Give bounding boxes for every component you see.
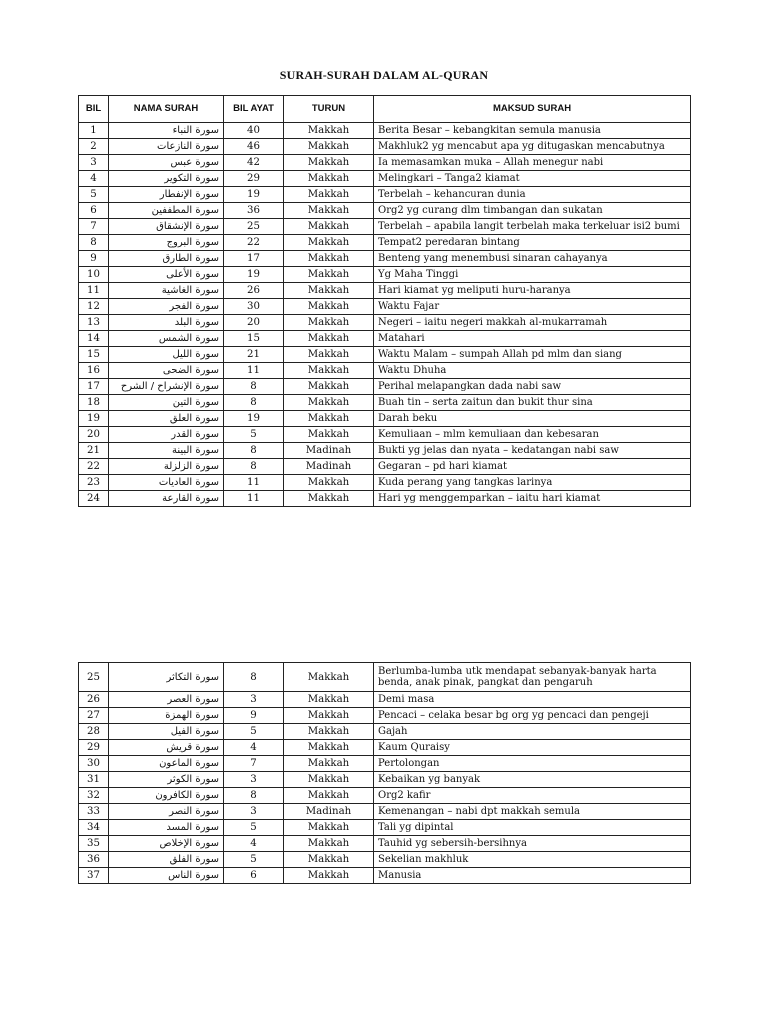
cell-turun: Makkah — [284, 427, 374, 443]
cell-maksud-surah: Terbelah – apabila langit terbelah maka terkeluar isi2 bumi — [374, 219, 691, 235]
cell-bil-ayat: 15 — [224, 331, 284, 347]
cell-nama-surah: سورة النباء — [109, 123, 224, 139]
table-row — [79, 123, 691, 139]
header-turun: TURUN — [284, 96, 374, 123]
cell-bil-ayat: 36 — [224, 203, 284, 219]
cell-maksud-surah: Org2 yg curang dlm timbangan dan sukatan — [374, 203, 691, 219]
cell-bil: 37 — [79, 868, 109, 884]
cell-bil: 6 — [79, 203, 109, 219]
cell-bil-ayat: 8 — [224, 395, 284, 411]
cell-bil-ayat: 8 — [224, 663, 284, 692]
cell-turun: Makkah — [284, 772, 374, 788]
table-row — [79, 820, 691, 836]
cell-bil: 29 — [79, 740, 109, 756]
cell-maksud-surah: Matahari — [374, 331, 691, 347]
table-row — [79, 772, 691, 788]
cell-maksud-surah: Kuda perang yang tangkas larinya — [374, 475, 691, 491]
table-row — [79, 443, 691, 459]
table-row — [79, 692, 691, 708]
cell-bil-ayat: 3 — [224, 804, 284, 820]
cell-turun: Makkah — [284, 219, 374, 235]
cell-nama-surah: سورة الناس — [109, 868, 224, 884]
cell-bil: 33 — [79, 804, 109, 820]
table-row — [79, 868, 691, 884]
cell-bil-ayat: 4 — [224, 836, 284, 852]
cell-turun: Makkah — [284, 251, 374, 267]
cell-maksud-surah: Hari kiamat yg meliputi huru-haranya — [374, 283, 691, 299]
cell-nama-surah: سورة قريش — [109, 740, 224, 756]
cell-turun: Makkah — [284, 331, 374, 347]
cell-turun: Makkah — [284, 347, 374, 363]
cell-maksud-surah: Waktu Malam – sumpah Allah pd mlm dan siang — [374, 347, 691, 363]
table-row — [79, 740, 691, 756]
cell-turun: Makkah — [284, 171, 374, 187]
cell-bil-ayat: 5 — [224, 427, 284, 443]
cell-maksud-surah: Pertolongan — [374, 756, 691, 772]
cell-bil-ayat: 5 — [224, 852, 284, 868]
surah-table-2 — [78, 662, 691, 884]
cell-maksud-surah: Org2 kafir — [374, 788, 691, 804]
cell-bil: 30 — [79, 756, 109, 772]
surah-table-1 — [78, 95, 691, 507]
cell-bil-ayat: 19 — [224, 187, 284, 203]
cell-turun: Makkah — [284, 708, 374, 724]
cell-maksud-surah: Gajah — [374, 724, 691, 740]
cell-maksud-surah: Tempat2 peredaran bintang — [374, 235, 691, 251]
cell-bil-ayat: 26 — [224, 283, 284, 299]
cell-bil: 32 — [79, 788, 109, 804]
cell-bil-ayat: 19 — [224, 267, 284, 283]
cell-bil-ayat: 25 — [224, 219, 284, 235]
cell-maksud-surah: Berita Besar – kebangkitan semula manusia — [374, 123, 691, 139]
table-row — [79, 251, 691, 267]
cell-bil: 8 — [79, 235, 109, 251]
cell-bil-ayat: 6 — [224, 868, 284, 884]
cell-maksud-surah: Waktu Fajar — [374, 299, 691, 315]
cell-bil-ayat: 22 — [224, 235, 284, 251]
cell-bil-ayat: 30 — [224, 299, 284, 315]
cell-turun: Makkah — [284, 820, 374, 836]
table-row — [79, 267, 691, 283]
cell-maksud-surah: Buah tin – serta zaitun dan bukit thur sina — [374, 395, 691, 411]
cell-turun: Makkah — [284, 868, 374, 884]
cell-bil: 23 — [79, 475, 109, 491]
table-row — [79, 411, 691, 427]
cell-nama-surah: سورة التكاثر — [109, 663, 224, 692]
cell-maksud-surah: Melingkari – Tanga2 kiamat — [374, 171, 691, 187]
table-row — [79, 139, 691, 155]
cell-nama-surah: سورة الفلق — [109, 852, 224, 868]
cell-nama-surah: سورة الكوثر — [109, 772, 224, 788]
cell-nama-surah: سورة الإخلاص — [109, 836, 224, 852]
table-row — [79, 315, 691, 331]
cell-bil: 14 — [79, 331, 109, 347]
cell-bil: 4 — [79, 171, 109, 187]
cell-bil: 9 — [79, 251, 109, 267]
table-row — [79, 347, 691, 363]
cell-maksud-surah: Sekelian makhluk — [374, 852, 691, 868]
cell-bil: 5 — [79, 187, 109, 203]
cell-bil-ayat: 42 — [224, 155, 284, 171]
cell-maksud-surah: Kemenangan – nabi dpt makkah semula — [374, 804, 691, 820]
cell-nama-surah: سورة الإنفطار — [109, 187, 224, 203]
cell-nama-surah: سورة البلد — [109, 315, 224, 331]
cell-nama-surah: سورة الليل — [109, 347, 224, 363]
cell-bil-ayat: 8 — [224, 459, 284, 475]
cell-bil: 1 — [79, 123, 109, 139]
cell-nama-surah: سورة الزلزلة — [109, 459, 224, 475]
cell-nama-surah: سورة القارعة — [109, 491, 224, 507]
cell-bil-ayat: 17 — [224, 251, 284, 267]
table-row — [79, 283, 691, 299]
cell-nama-surah: سورة الأعلى — [109, 267, 224, 283]
cell-maksud-surah: Kebaikan yg banyak — [374, 772, 691, 788]
cell-nama-surah: سورة النصر — [109, 804, 224, 820]
table-row — [79, 299, 691, 315]
cell-maksud-surah: Yg Maha Tinggi — [374, 267, 691, 283]
cell-bil: 36 — [79, 852, 109, 868]
table-row — [79, 235, 691, 251]
cell-nama-surah: سورة الفيل — [109, 724, 224, 740]
cell-bil: 15 — [79, 347, 109, 363]
table-row — [79, 363, 691, 379]
cell-turun: Makkah — [284, 740, 374, 756]
cell-maksud-surah: Makhluk2 yg mencabut apa yg ditugaskan mencabutnya — [374, 139, 691, 155]
cell-bil: 11 — [79, 283, 109, 299]
cell-bil-ayat: 8 — [224, 443, 284, 459]
cell-nama-surah: سورة الطارق — [109, 251, 224, 267]
cell-maksud-surah: Pencaci – celaka besar bg org yg pencaci dan pengeji — [374, 708, 691, 724]
cell-turun: Makkah — [284, 411, 374, 427]
cell-maksud-surah: Darah beku — [374, 411, 691, 427]
cell-nama-surah: سورة الفجر — [109, 299, 224, 315]
cell-nama-surah: سورة العصر — [109, 692, 224, 708]
cell-bil-ayat: 11 — [224, 363, 284, 379]
table-row — [79, 708, 691, 724]
table-row — [79, 203, 691, 219]
cell-bil-ayat: 40 — [224, 123, 284, 139]
cell-bil-ayat: 46 — [224, 139, 284, 155]
cell-turun: Makkah — [284, 267, 374, 283]
cell-bil-ayat: 11 — [224, 475, 284, 491]
table-row — [79, 852, 691, 868]
cell-bil: 2 — [79, 139, 109, 155]
cell-bil: 18 — [79, 395, 109, 411]
cell-bil: 25 — [79, 663, 109, 692]
cell-bil-ayat: 11 — [224, 491, 284, 507]
cell-nama-surah: سورة الضحى — [109, 363, 224, 379]
cell-turun: Makkah — [284, 788, 374, 804]
table-row — [79, 459, 691, 475]
cell-nama-surah: سورة القدر — [109, 427, 224, 443]
cell-bil-ayat: 9 — [224, 708, 284, 724]
cell-maksud-surah: Kaum Quraisy — [374, 740, 691, 756]
table-row — [79, 756, 691, 772]
cell-turun: Makkah — [284, 756, 374, 772]
cell-turun: Makkah — [284, 123, 374, 139]
cell-turun: Makkah — [284, 663, 374, 692]
cell-bil: 16 — [79, 363, 109, 379]
table-row — [79, 724, 691, 740]
cell-nama-surah: سورة التين — [109, 395, 224, 411]
table-row — [79, 171, 691, 187]
cell-bil: 31 — [79, 772, 109, 788]
cell-turun: Madinah — [284, 459, 374, 475]
cell-maksud-surah: Ia memasamkan muka – Allah menegur nabi — [374, 155, 691, 171]
cell-turun: Madinah — [284, 804, 374, 820]
cell-nama-surah: سورة البينة — [109, 443, 224, 459]
cell-maksud-surah: Demi masa — [374, 692, 691, 708]
cell-bil-ayat: 5 — [224, 820, 284, 836]
cell-turun: Makkah — [284, 139, 374, 155]
cell-bil: 21 — [79, 443, 109, 459]
cell-turun: Makkah — [284, 836, 374, 852]
header-maksud-surah: MAKSUD SURAH — [374, 96, 691, 123]
cell-bil-ayat: 8 — [224, 379, 284, 395]
cell-nama-surah: سورة البروج — [109, 235, 224, 251]
cell-bil: 22 — [79, 459, 109, 475]
cell-bil: 34 — [79, 820, 109, 836]
cell-maksud-surah: Perihal melapangkan dada nabi saw — [374, 379, 691, 395]
cell-nama-surah: سورة الغاشية — [109, 283, 224, 299]
cell-maksud-surah: Tali yg dipintal — [374, 820, 691, 836]
cell-turun: Makkah — [284, 475, 374, 491]
cell-bil-ayat: 3 — [224, 772, 284, 788]
cell-maksud-surah: Waktu Dhuha — [374, 363, 691, 379]
table-row — [79, 379, 691, 395]
cell-bil-ayat: 29 — [224, 171, 284, 187]
table-row — [79, 804, 691, 820]
cell-turun: Makkah — [284, 299, 374, 315]
cell-bil: 26 — [79, 692, 109, 708]
cell-turun: Makkah — [284, 491, 374, 507]
cell-maksud-surah: Berlumba-lumba utk mendapat sebanyak-banyak harta benda, anak pinak, pangkat dan pengaruh — [374, 663, 691, 692]
cell-turun: Makkah — [284, 852, 374, 868]
cell-nama-surah: سورة الهمزة — [109, 708, 224, 724]
table-row — [79, 475, 691, 491]
cell-nama-surah: سورة النازعات — [109, 139, 224, 155]
cell-maksud-surah: Tauhid yg sebersih-bersihnya — [374, 836, 691, 852]
cell-maksud-surah: Negeri – iaitu negeri makkah al-mukarramah — [374, 315, 691, 331]
table-row — [79, 788, 691, 804]
table-row — [79, 187, 691, 203]
table-header-row — [79, 96, 691, 123]
cell-bil-ayat: 4 — [224, 740, 284, 756]
cell-turun: Makkah — [284, 155, 374, 171]
cell-bil: 17 — [79, 379, 109, 395]
header-bil: BIL — [79, 96, 109, 123]
table-row — [79, 491, 691, 507]
table-row — [79, 427, 691, 443]
table-row — [79, 836, 691, 852]
cell-turun: Makkah — [284, 395, 374, 411]
cell-bil: 12 — [79, 299, 109, 315]
cell-bil-ayat: 8 — [224, 788, 284, 804]
header-bil-ayat: BIL AYAT — [224, 96, 284, 123]
cell-maksud-surah: Hari yg menggemparkan – iaitu hari kiamat — [374, 491, 691, 507]
table-row — [79, 395, 691, 411]
cell-nama-surah: سورة الشمس — [109, 331, 224, 347]
cell-turun: Madinah — [284, 443, 374, 459]
cell-bil: 28 — [79, 724, 109, 740]
cell-turun: Makkah — [284, 235, 374, 251]
cell-nama-surah: سورة الإنشقاق — [109, 219, 224, 235]
cell-bil: 27 — [79, 708, 109, 724]
cell-maksud-surah: Bukti yg jelas dan nyata – kedatangan nabi saw — [374, 443, 691, 459]
header-nama-surah: NAMA SURAH — [109, 96, 224, 123]
table-row — [79, 155, 691, 171]
cell-bil: 20 — [79, 427, 109, 443]
cell-bil-ayat: 20 — [224, 315, 284, 331]
cell-nama-surah: سورة التكوير — [109, 171, 224, 187]
cell-bil: 35 — [79, 836, 109, 852]
cell-turun: Makkah — [284, 283, 374, 299]
cell-turun: Makkah — [284, 315, 374, 331]
table-row — [79, 663, 691, 692]
cell-bil: 7 — [79, 219, 109, 235]
table-row — [79, 331, 691, 347]
cell-turun: Makkah — [284, 187, 374, 203]
cell-nama-surah: سورة الإنشراح / الشرح — [109, 379, 224, 395]
cell-turun: Makkah — [284, 379, 374, 395]
cell-turun: Makkah — [284, 363, 374, 379]
cell-bil-ayat: 19 — [224, 411, 284, 427]
cell-maksud-surah: Gegaran – pd hari kiamat — [374, 459, 691, 475]
cell-nama-surah: سورة عبس — [109, 155, 224, 171]
cell-bil: 24 — [79, 491, 109, 507]
cell-nama-surah: سورة العلق — [109, 411, 224, 427]
cell-bil-ayat: 7 — [224, 756, 284, 772]
cell-turun: Makkah — [284, 692, 374, 708]
cell-nama-surah: سورة المسد — [109, 820, 224, 836]
cell-nama-surah: سورة المطففين — [109, 203, 224, 219]
cell-turun: Makkah — [284, 203, 374, 219]
cell-bil-ayat: 5 — [224, 724, 284, 740]
cell-bil: 13 — [79, 315, 109, 331]
cell-bil-ayat: 3 — [224, 692, 284, 708]
cell-nama-surah: سورة الكافرون — [109, 788, 224, 804]
document-title: SURAH-SURAH DALAM AL-QURAN — [279, 68, 489, 82]
cell-maksud-surah: Terbelah – kehancuran dunia — [374, 187, 691, 203]
cell-bil: 19 — [79, 411, 109, 427]
cell-maksud-surah: Benteng yang menembusi sinaran cahayanya — [374, 251, 691, 267]
cell-turun: Makkah — [284, 724, 374, 740]
cell-bil: 10 — [79, 267, 109, 283]
table-row — [79, 219, 691, 235]
cell-bil-ayat: 21 — [224, 347, 284, 363]
cell-maksud-surah: Manusia — [374, 868, 691, 884]
cell-maksud-surah: Kemuliaan – mlm kemuliaan dan kebesaran — [374, 427, 691, 443]
cell-nama-surah: سورة العاديات — [109, 475, 224, 491]
cell-nama-surah: سورة الماعون — [109, 756, 224, 772]
cell-bil: 3 — [79, 155, 109, 171]
